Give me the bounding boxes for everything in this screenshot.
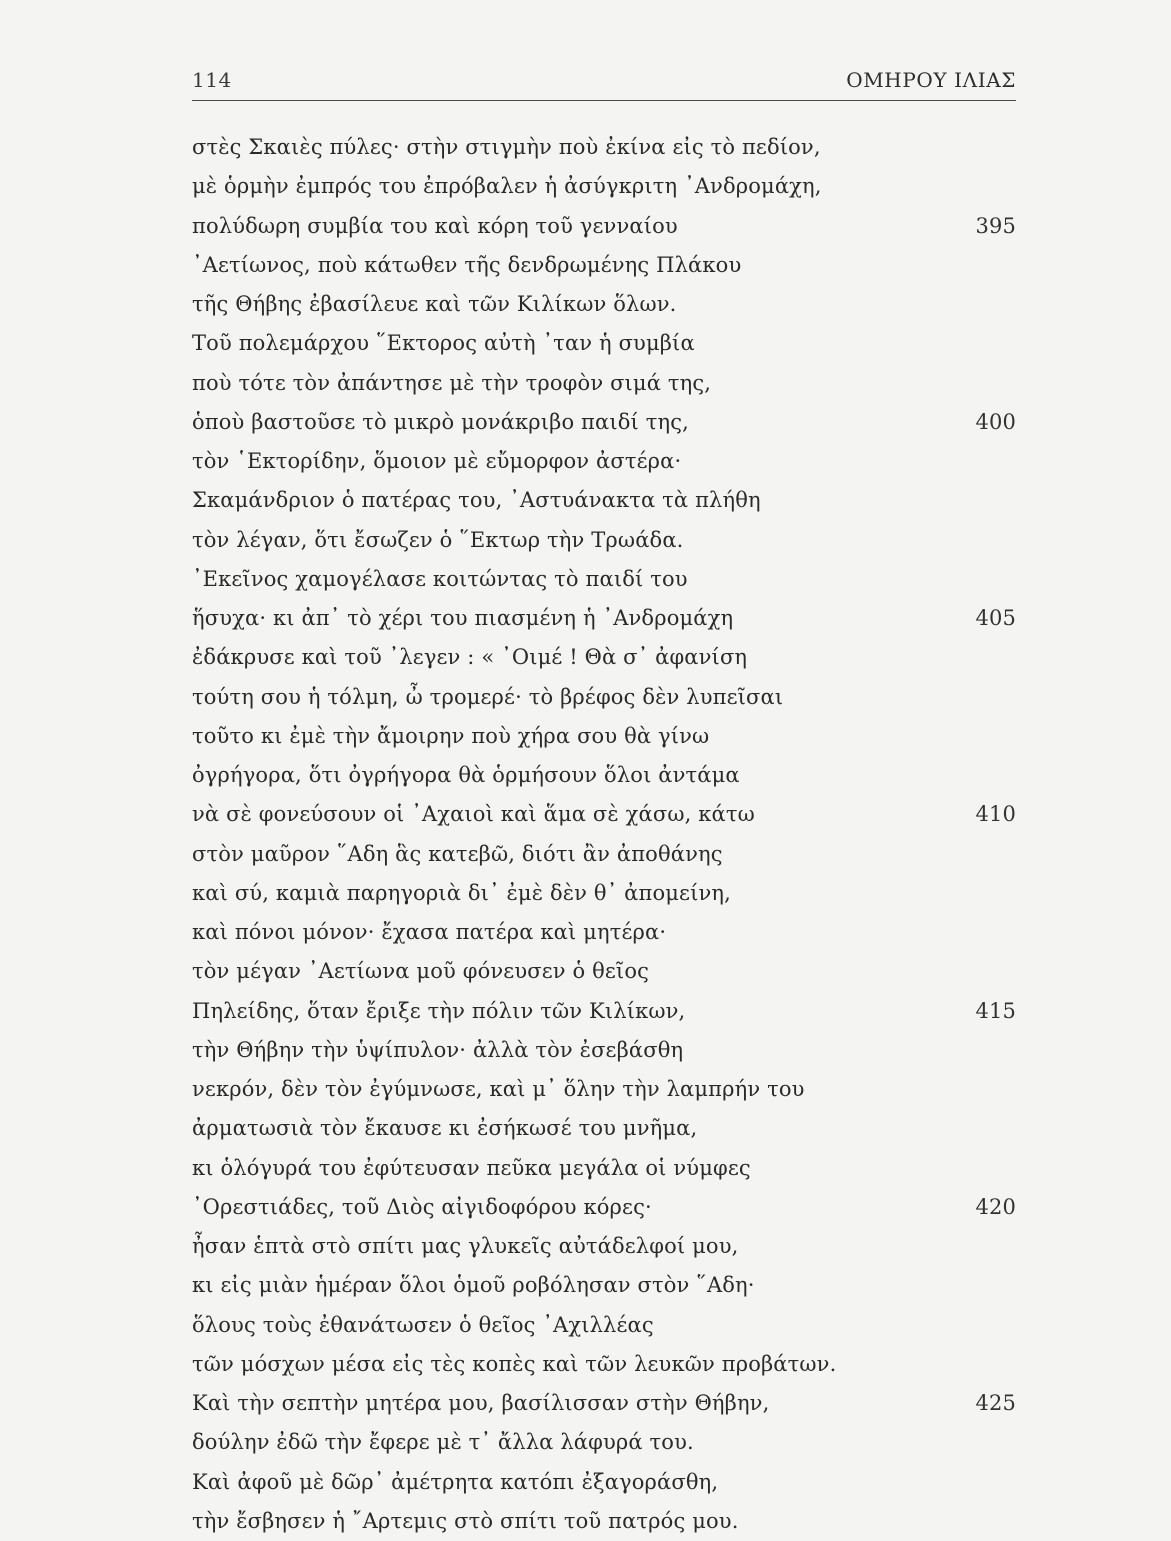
verse-text: ἦσαν ἑπτὰ στὸ σπίτι μας γλυκεῖς αὐτάδελφοί μου, bbox=[192, 1234, 739, 1258]
page-number: 114 bbox=[192, 68, 232, 92]
verse-line bbox=[192, 481, 1016, 520]
verse-text: ὁποὺ βαστοῦσε τὸ μικρὸ μονάκριβο παιδί της, bbox=[192, 409, 689, 434]
verse-line bbox=[192, 1109, 1016, 1148]
verse-line bbox=[192, 952, 1016, 991]
verse-line bbox=[192, 1070, 1016, 1109]
verse-text: ἀρματωσιὰ τὸν ἔκαυσε κι ἐσήκωσέ του μνῆμα, bbox=[192, 1116, 698, 1141]
verse-text: στὲς Σκαιὲς πύλες· στὴν στιγμὴν ποὺ ἐκίνα εἰς τὸ πεδίον, bbox=[192, 135, 821, 159]
verse-line bbox=[192, 1345, 1016, 1384]
line-number: 395 bbox=[975, 213, 1016, 238]
verse-line bbox=[192, 874, 1016, 913]
verse-text: τῆς Θήβης ἐβασίλευε καὶ τῶν Κιλίκων ὅλων. bbox=[192, 292, 677, 316]
verse-line bbox=[192, 1423, 1016, 1462]
verse-line bbox=[192, 913, 1016, 952]
line-number: 415 bbox=[975, 998, 1016, 1023]
verse-text: τὴν ἔσβησεν ἡ ῎Αρτεμις στὸ σπίτι τοῦ πατρός μου. bbox=[192, 1508, 739, 1533]
line-number: 410 bbox=[975, 802, 1016, 827]
verse-text: τούτη σου ἡ τόλμη, ὦ τρομερέ· τὸ βρέφος δὲν λυπεῖσαι bbox=[192, 684, 784, 709]
verse-text: νὰ σὲ φονεύσουν οἱ ᾿Αχαιοὶ καὶ ἅμα σὲ χάσω, κάτω bbox=[192, 802, 755, 827]
verse-text: ἐδάκρυσε καὶ τοῦ ᾿λεγεν : « ᾿Οιμέ ! Θὰ σ᾿ ἀφανίση bbox=[192, 645, 748, 670]
verse-text: ὀγρήγορα, ὅτι ὀγρήγορα θὰ ὁρμήσουν ὅλοι ἀντάμα bbox=[192, 763, 740, 787]
verse-text: ᾿Αετίωνος, ποὺ κάτωθεν τῆς δενδρωμένης Πλάκου bbox=[192, 252, 742, 277]
verse-line bbox=[192, 1463, 1016, 1502]
verse-line bbox=[192, 1384, 1016, 1423]
verse-text: ὅλους τοὺς ἐθανάτωσεν ὁ θεῖος ᾿Αχιλλέας bbox=[192, 1312, 654, 1337]
verse-text: τὸν λέγαν, ὅτι ἔσωζεν ὁ ῞Εκτωρ τὴν Τρωάδα. bbox=[192, 527, 684, 552]
verse-line bbox=[192, 638, 1016, 677]
verse-line bbox=[192, 1227, 1016, 1266]
verse-text: καὶ σύ, καμιὰ παρηγοριὰ δι᾿ ἐμὲ δὲν θ᾿ ἀπομείνη, bbox=[192, 880, 731, 905]
verse-line bbox=[192, 599, 1016, 638]
verse-text: πολύδωρη συμβία του καὶ κόρη τοῦ γενναίου bbox=[192, 213, 678, 238]
verse-text: τὴν Θήβην τὴν ὑψίπυλον· ἀλλὰ τὸν ἐσεβάσθη bbox=[192, 1037, 684, 1062]
verse-line bbox=[192, 1266, 1016, 1305]
verse-text: τοῦτο κι ἐμὲ τὴν ἄμοιρην ποὺ χήρα σου θὰ γίνω bbox=[192, 723, 710, 748]
verse-line bbox=[192, 1306, 1016, 1345]
verse-text: Καὶ τὴν σεπτὴν μητέρα μου, βασίλισσαν στὴν Θήβην, bbox=[192, 1391, 770, 1415]
verse-line bbox=[192, 442, 1016, 481]
verse-line bbox=[192, 403, 1016, 442]
line-number: 400 bbox=[975, 409, 1016, 434]
verse-text: στὸν μαῦρον ῞Αδη ἃς κατεβῶ, διότι ἂν ἀποθάνης bbox=[192, 841, 723, 866]
page-header bbox=[192, 66, 1016, 100]
verse-line bbox=[192, 1031, 1016, 1070]
line-number: 425 bbox=[975, 1391, 1016, 1415]
verse-line bbox=[192, 992, 1016, 1031]
verse-text: ᾿Εκεῖνος χαμογέλασε κοιτώντας τὸ παιδί του bbox=[192, 566, 688, 591]
verse-line bbox=[192, 717, 1016, 756]
verse-text: καὶ πόνοι μόνον· ἔχασα πατέρα καὶ μητέρα· bbox=[192, 920, 667, 944]
verse-text: Πηλείδης, ὅταν ἔριξε τὴν πόλιν τῶν Κιλίκων, bbox=[192, 998, 686, 1023]
verse-text: ἥσυχα· κι ἀπ᾿ τὸ χέρι του πιασμένη ἡ ᾿Ανδρομάχη bbox=[192, 606, 734, 630]
verse-line bbox=[192, 1188, 1016, 1227]
verse-line bbox=[192, 795, 1016, 834]
verse-line bbox=[192, 285, 1016, 324]
verse-text: δούλην ἐδῶ τὴν ἔφερε μὲ τ᾿ ἄλλα λάφυρά του. bbox=[192, 1430, 694, 1455]
verse-line bbox=[192, 167, 1016, 206]
verse-line bbox=[192, 1149, 1016, 1188]
verse-line bbox=[192, 207, 1016, 246]
verse-text: ποὺ τότε τὸν ἀπάντησε μὲ τὴν τροφὸν σιμά της, bbox=[192, 370, 712, 395]
verse-line bbox=[192, 246, 1016, 285]
line-number: 420 bbox=[975, 1194, 1016, 1219]
verse-line bbox=[192, 756, 1016, 795]
verse-line bbox=[192, 128, 1016, 167]
poem-body bbox=[192, 128, 1016, 1541]
verse-text: τὸν ῾Εκτορίδην, ὅμοιον μὲ εὔμορφον ἀστέρα· bbox=[192, 449, 682, 473]
verse-text: νεκρόν, δὲν τὸν ἐγύμνωσε, καὶ μ᾿ ὅλην τὴν λαμπρήν του bbox=[192, 1077, 805, 1101]
verse-text: κι ὁλόγυρά του ἐφύτευσαν πεῦκα μεγάλα οἱ νύμφες bbox=[192, 1155, 751, 1180]
running-title: ΟΜΗΡΟΥ ΙΛΙΑΣ bbox=[846, 68, 1016, 92]
verse-line bbox=[192, 560, 1016, 599]
verse-text: ᾿Ορεστιάδες, τοῦ Διὸς αἰγιδοφόρου κόρες· bbox=[192, 1194, 652, 1219]
header-rule bbox=[192, 100, 1016, 101]
verse-line bbox=[192, 1502, 1016, 1541]
verse-text: τὸν μέγαν ᾿Αετίωνα μοῦ φόνευσεν ὁ θεῖος bbox=[192, 959, 650, 984]
verse-text: τῶν μόσχων μέσα εἰς τὲς κοπὲς καὶ τῶν λευκῶν προβάτων. bbox=[192, 1351, 837, 1376]
verse-line bbox=[192, 678, 1016, 717]
verse-line bbox=[192, 324, 1016, 363]
verse-line bbox=[192, 835, 1016, 874]
verse-text: Καὶ ἀφοῦ μὲ δῶρ᾿ ἀμέτρητα κατόπι ἐξαγοράσθη, bbox=[192, 1469, 719, 1494]
verse-line bbox=[192, 364, 1016, 403]
verse-text: Τοῦ πολεμάρχου ῞Εκτορος αὐτὴ ᾿ταν ἡ συμβία bbox=[192, 331, 695, 356]
verse-text: Σκαμάνδριον ὁ πατέρας του, ᾿Αστυάνακτα τὰ πλήθη bbox=[192, 488, 761, 513]
verse-text: κι εἰς μιὰν ἡμέραν ὅλοι ὁμοῦ ροβόλησαν στὸν ῞Αδη· bbox=[192, 1273, 755, 1298]
verse-text: μὲ ὁρμὴν ἐμπρός του ἐπρόβαλεν ἡ ἀσύγκριτη ᾿Ανδρομάχη, bbox=[192, 174, 822, 199]
verse-line bbox=[192, 521, 1016, 560]
line-number: 405 bbox=[975, 606, 1016, 630]
